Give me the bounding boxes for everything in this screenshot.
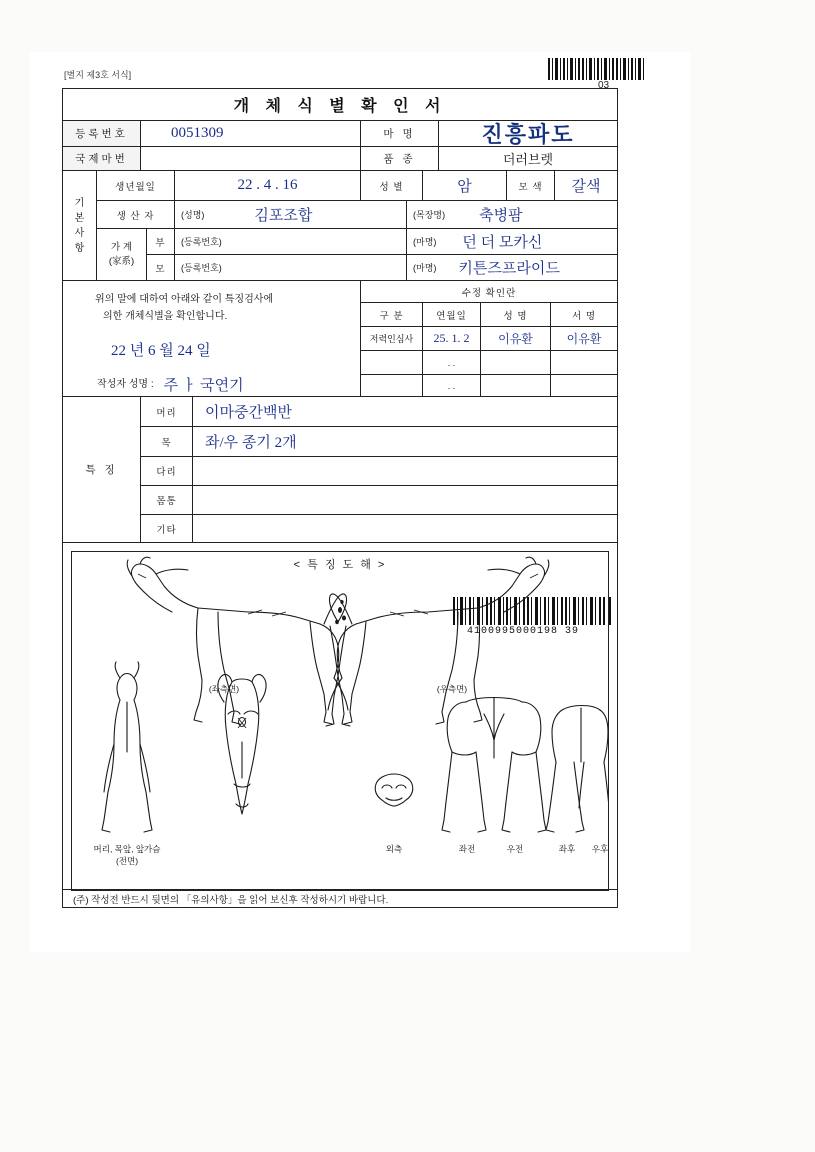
sire-name-label: (마명) [413,237,437,247]
svg-text:(전면): (전면) [115,856,139,866]
sex-label: 성 별 [361,171,423,201]
sex-text: 암 [457,179,472,195]
horse-name-text: 진흥파도 [481,122,575,147]
sex-value [423,171,507,201]
correction-row3-name [481,375,551,397]
correction-header: 수정 확인란 [361,281,617,303]
reg-no-value [141,121,361,147]
breed-text: 더러브렛 [502,152,554,167]
farm-text: 축병팜 [479,208,523,224]
farm-value [407,201,617,229]
dam-label: 모 [147,255,175,281]
svg-text:(좌측면): (좌측면) [208,684,240,694]
correction-row2-type [361,351,423,375]
feature-diagram [71,551,609,891]
diagram-title: < 특 징 도 해 > [293,559,387,571]
producer-value [175,201,407,229]
barcode-number: 4100995000198 39 [467,626,580,637]
feature-label-head: 머리 [141,397,193,427]
correction-row2-name [481,351,551,375]
farm-label: (목장명) [413,210,446,220]
correction-col-name: 성 명 [481,303,551,327]
statement-line1: 위의 말에 대하여 아래와 같이 특징검사에 [95,294,274,305]
feature-value-neck-text: 좌/우 종기 2개 [205,435,297,451]
color-label: 모 색 [507,171,555,201]
features-label: 특 징 [63,397,141,543]
statement-block [63,281,361,397]
intl-no-value [141,147,361,171]
feature-value-etc [193,515,617,543]
correction-row2-date: . . [423,351,481,375]
feature-value-head [193,397,617,427]
page-number: 03 [598,80,610,91]
birth-value [175,171,361,201]
producer-sub-label: (성명) [181,210,205,220]
dam-reg-label: (등록번호) [181,263,222,273]
writer-label: 작성자 성명 : [97,379,154,390]
reg-no-label: 등록번호 [63,121,141,147]
top-barcode [548,58,644,80]
dam-name-label: (마명) [413,263,437,273]
correction-row1-date [423,327,481,351]
correction-row1-sign-text: 이유환 [566,332,602,346]
form-title [63,89,617,121]
color-value [555,171,617,201]
horse-name-value [439,121,617,147]
feature-value-legs [193,457,617,486]
birth-label: 생년월일 [97,171,175,201]
feature-label-neck: 목 [141,427,193,457]
statement-line2: 의한 개체식별을 확인합니다. [103,311,228,322]
writer-value: 주 ㅏ 국연기 [163,378,244,394]
correction-row1-date-text: 25. 1. 2 [433,331,470,345]
feature-value-body [193,486,617,515]
correction-row1-sign [551,327,617,351]
svg-text:머리, 목앞, 앞가슴: 머리, 목앞, 앞가슴 [93,844,161,854]
basic-info-label-text: 기 [74,197,85,209]
form-title-text: 개 체 식 별 확 인 서 [233,98,447,115]
family-label: 가 계 (家系) [97,229,147,281]
breed-value [439,147,617,171]
form-footer [63,889,617,907]
correction-row3-sign [551,375,617,397]
feature-label-legs: 다리 [141,457,193,486]
feature-label-body: 몸통 [141,486,193,515]
dam-name-text: 키튼즈프라이드 [458,261,560,277]
dam-name-value [407,255,617,281]
svg-text:좌후: 좌후 [558,844,576,854]
correction-row1-name-text: 이유환 [498,332,533,346]
statement-date: 22 년 6 월 24 일 [111,343,211,359]
correction-col-type: 구 분 [361,303,423,327]
feature-value-neck [193,427,617,457]
reg-no-text: 0051309 [171,125,224,141]
color-text: 갈색 [571,179,601,195]
correction-row1-type: 저력인심사 [361,327,423,351]
sire-reg-value [175,229,407,255]
basic-info-label: 기 본 사 항 [63,171,97,281]
correction-col-sign: 서 명 [551,303,617,327]
birth-text: 22 . 4 . 16 [237,177,298,193]
footer-note: (주) 작성전 반드시 뒷면의 「유의사항」을 읽어 보신후 작성하시기 바랍니다. [73,894,389,906]
svg-text:(우측면): (우측면) [436,684,468,694]
horse-name-label: 마 명 [361,121,439,147]
svg-text:우전: 우전 [506,844,524,854]
correction-row3-date: . . [423,375,481,397]
dam-reg-value [175,255,407,281]
identification-form [62,88,618,908]
correction-row2-sign [551,351,617,375]
writer-row [81,374,244,395]
feature-value-head-text: 이마중간백반 [205,405,292,421]
horse-diagram-svg [72,552,608,890]
sire-name-value [407,229,617,255]
feature-label-etc: 기타 [141,515,193,543]
svg-text:외측: 외측 [385,844,403,854]
correction-row3-type [361,375,423,397]
sire-reg-label: (등록번호) [181,237,222,247]
sire-name-text: 던 더 모카신 [462,235,543,251]
sire-label: 부 [147,229,175,255]
form-code: [별지 제3호 서식] [64,70,132,80]
correction-col-date: 연월일 [423,303,481,327]
svg-text:좌전: 좌전 [458,844,476,854]
producer-label: 생 산 자 [97,201,175,229]
correction-row1-name [481,327,551,351]
breed-label: 품 종 [361,147,439,171]
intl-no-label: 국제마번 [63,147,141,171]
producer-text: 김포조합 [254,208,313,224]
svg-text:우후: 우후 [591,844,608,854]
